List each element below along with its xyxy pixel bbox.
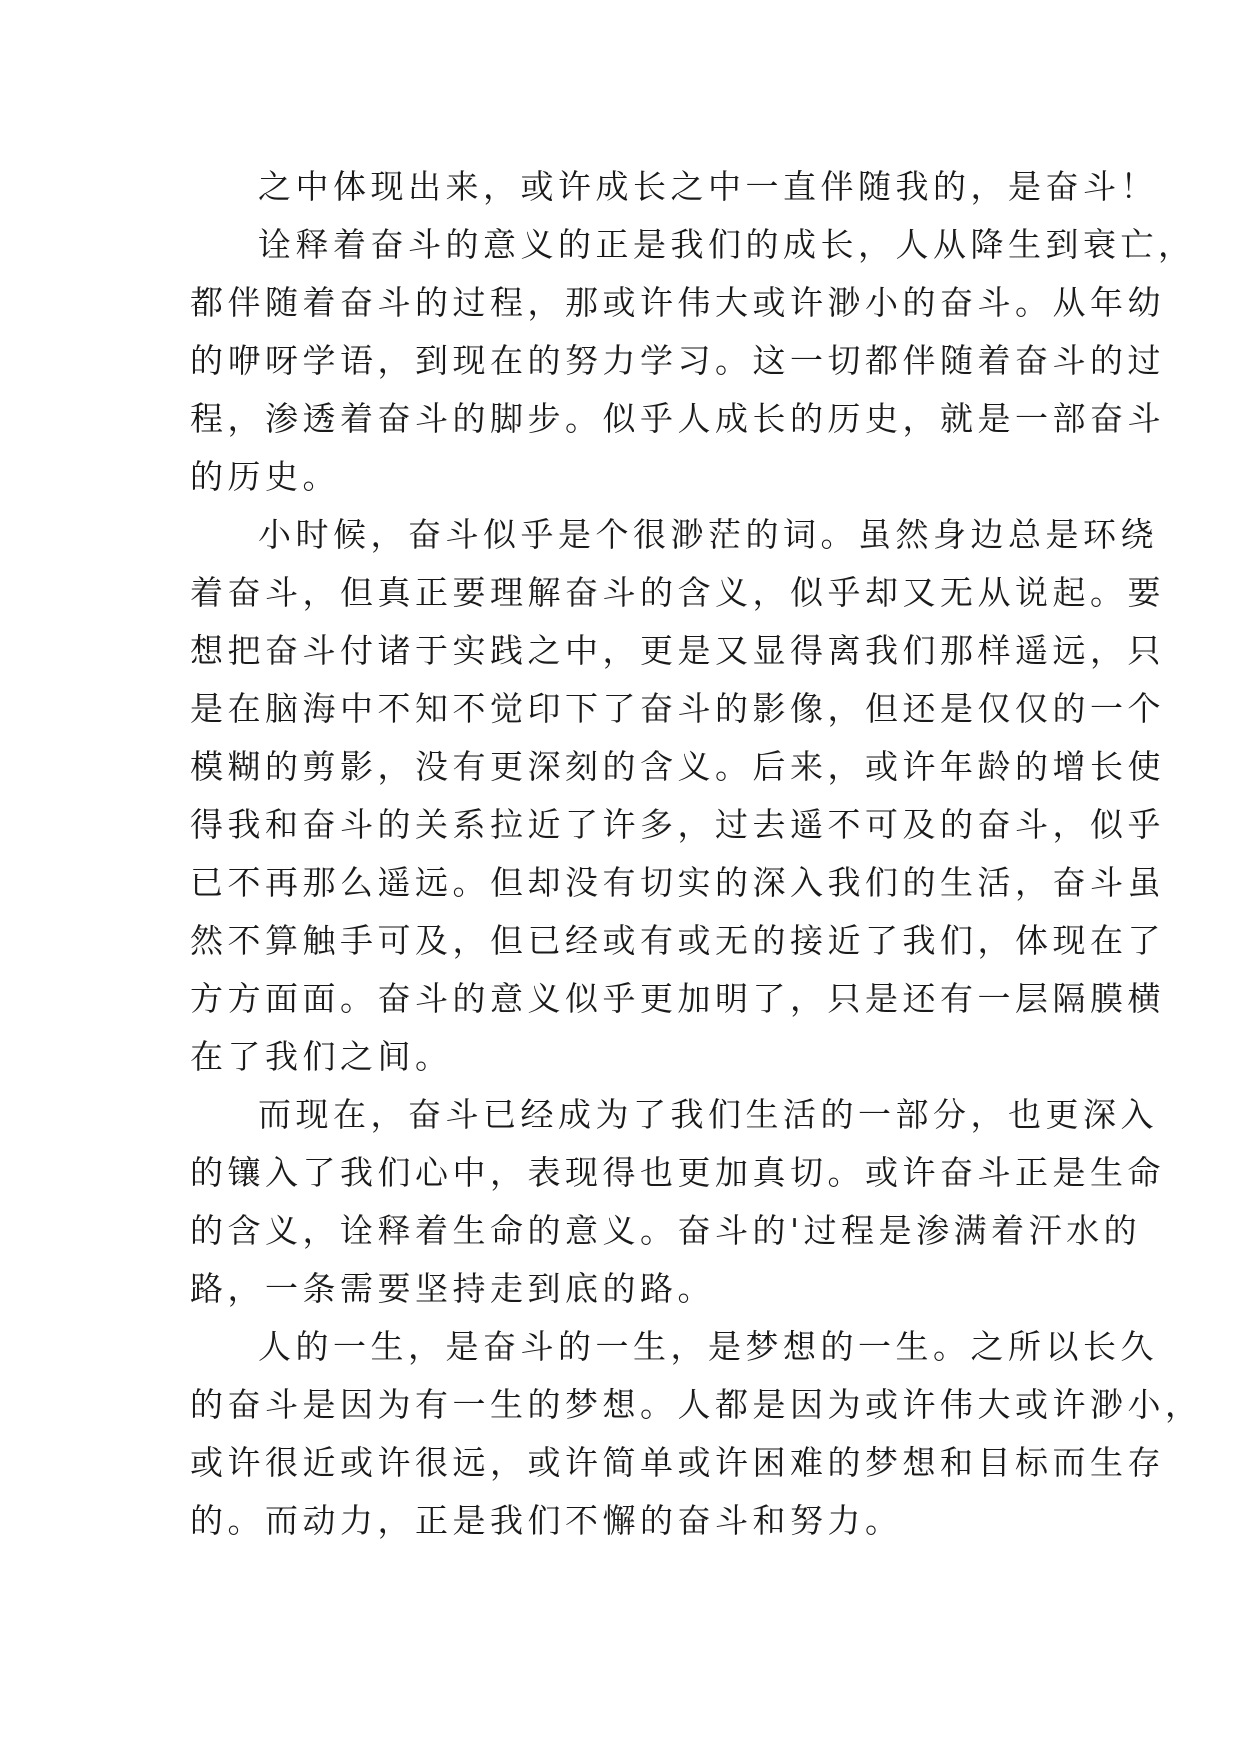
text-line: 或许很近或许很远，或许简单或许困难的梦想和目标而生存 (190, 1443, 1165, 1482)
text-line: 得我和奋斗的关系拉近了许多，过去遥不可及的奋斗，似乎 (190, 805, 1165, 844)
text-line: 着奋斗，但真正要理解奋斗的含义，似乎却又无从说起。要 (190, 573, 1165, 612)
text-line: 程，渗透着奋斗的脚步。似乎人成长的历史，就是一部奋斗 (190, 399, 1165, 438)
text-line: 是在脑海中不知不觉印下了奋斗的影像，但还是仅仅的一个 (190, 689, 1165, 728)
text-line: 想把奋斗付诸于实践之中，更是又显得离我们那样遥远，只 (190, 631, 1165, 670)
text-line: 方方面面。奋斗的意义似乎更加明了，只是还有一层隔膜横 (190, 979, 1165, 1018)
text-line: 模糊的剪影，没有更深刻的含义。后来，或许年龄的增长使 (190, 747, 1165, 786)
text-line: 人的一生，是奋斗的一生，是梦想的一生。之所以长久 (258, 1327, 1158, 1366)
text-line: 诠释着奋斗的意义的正是我们的成长，人从降生到衰亡， (258, 225, 1196, 264)
text-line: 然不算触手可及，但已经或有或无的接近了我们，体现在了 (190, 921, 1165, 960)
text-line: 的历史。 (190, 457, 340, 496)
text-line: 的奋斗是因为有一生的梦想。人都是因为或许伟大或许渺小， (190, 1385, 1203, 1424)
text-line: 在了我们之间。 (190, 1037, 453, 1076)
text-line: 都伴随着奋斗的过程，那或许伟大或许渺小的奋斗。从年幼 (190, 283, 1165, 322)
text-line: 之中体现出来，或许成长之中一直伴随我的，是奋斗！ (258, 167, 1158, 206)
text-line: 路，一条需要坚持走到底的路。 (190, 1269, 715, 1308)
text-line: 的。而动力，正是我们不懈的奋斗和努力。 (190, 1501, 903, 1540)
text-line: 已不再那么遥远。但却没有切实的深入我们的生活，奋斗虽 (190, 863, 1165, 902)
text-line: 的咿呀学语，到现在的努力学习。这一切都伴随着奋斗的过 (190, 341, 1165, 380)
text-line: 而现在，奋斗已经成为了我们生活的一部分，也更深入 (258, 1095, 1158, 1134)
text-line: 小时候，奋斗似乎是个很渺茫的词。虽然身边总是环绕 (258, 515, 1158, 554)
text-line: 的镶入了我们心中，表现得也更加真切。或许奋斗正是生命 (190, 1153, 1165, 1192)
text-line: 的含义，诠释着生命的意义。奋斗的'过程是渗满着汗水的 (190, 1211, 1142, 1250)
